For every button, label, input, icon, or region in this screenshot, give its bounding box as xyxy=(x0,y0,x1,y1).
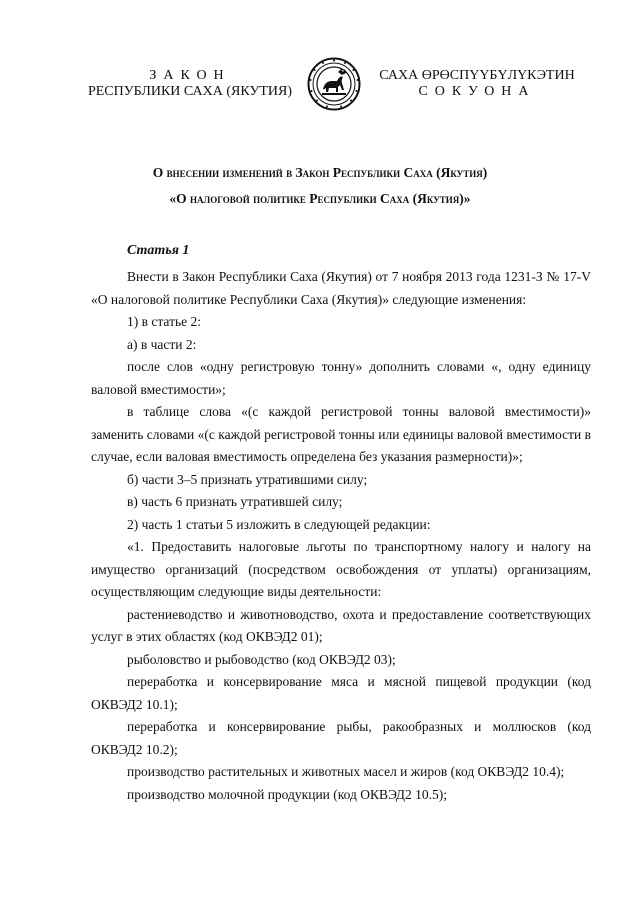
header-right xyxy=(362,68,592,100)
header-left-line1: ЗАКОН xyxy=(149,68,231,83)
header-left xyxy=(75,68,305,100)
paragraph: производство молочной продукции (код ОКВЭД2 10.5); xyxy=(127,786,447,802)
paragraph: после слов «одну регистровую тонну» дополнить словами «, одну единицу валовой вместимости»; xyxy=(91,359,591,397)
title-line1: О внесении изменений в Закон Республики Саха (Якутия) xyxy=(152,165,488,180)
paragraph: рыболовство и рыбоводство (код ОКВЭД2 03); xyxy=(127,651,396,667)
title-line2: «О налоговой политике Республики Саха (Якутия)» xyxy=(169,191,471,206)
paragraph: переработка и консервирование мяса и мясной пищевой продукции (код ОКВЭД2 10.1); xyxy=(91,674,591,712)
paragraph: в) часть 6 признать утратившей силу; xyxy=(127,494,343,509)
header-right-line1: САХА ӨРӨСПҮҮБҮЛҮКЭТИН xyxy=(379,68,575,83)
paragraph: б) части 3–5 признать утратившими силу; xyxy=(127,471,368,487)
header-right-line2: СОКУОНА xyxy=(418,84,536,99)
paragraph: в таблице слова «(с каждой регистровой тонны валовой вместимости)» заменить словами «(с каждой регистровой тонны или единицы валовой вместимости в случае, если валовая вместимость определена без указания размерности)»; xyxy=(91,404,591,464)
coat-of-arms-emblem-icon xyxy=(307,57,361,111)
paragraph: Внести в Закон Республики Саха (Якутия) от 7 ноября 2013 года 1231-З № 17-V «О налоговой политике Республики Саха (Якутия)» следующие изменения: xyxy=(91,269,591,307)
paragraph: переработка и консервирование рыбы, ракообразных и моллюсков (код ОКВЭД2 10.2); xyxy=(91,719,591,757)
paragraph: 2) часть 1 статьи 5 изложить в следующей редакции: xyxy=(127,516,431,532)
paragraph: производство растительных и животных масел и жиров (код ОКВЭД2 10.4); xyxy=(127,764,565,779)
paragraph: а) в части 2: xyxy=(127,336,197,352)
article-body xyxy=(91,266,591,806)
paragraph: «1. Предоставить налоговые льготы по транспортному налогу и налогу на имущество организаций (посредством освобождения от уплаты) организациям, осуществляющим следующие виды деятельности: xyxy=(91,539,591,599)
document-title xyxy=(60,160,580,212)
header-left-line2: РЕСПУБЛИКИ САХА (ЯКУТИЯ) xyxy=(87,84,293,99)
article-heading: Статья 1 xyxy=(127,243,190,258)
paragraph: 1) в статье 2: xyxy=(127,314,201,329)
paragraph: растениеводство и животноводство, охота и предоставление соответствующих услуг в этих областях (код ОКВЭД2 01); xyxy=(91,606,591,644)
